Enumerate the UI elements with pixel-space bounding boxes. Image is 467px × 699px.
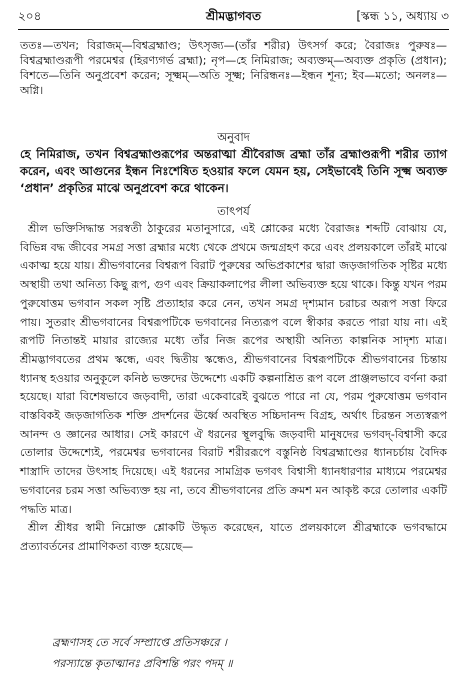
purport-heading: তাৎপর্য <box>217 204 250 218</box>
quoted-verse <box>52 632 447 674</box>
translation-text: হে নিমিরাজ, তখন বিশ্বব্রহ্মাণ্ডরূপের অন্তরাত্মা শ্রীবৈরাজ ব্রহ্মা তাঁর ব্রহ্মাণ্ডরূপী শরীর ত্যাগ করেন, এবং আগুনের ইন্ধন নিঃশেষিত হওয়ার ফলে যেমন হয়, সেইভাবেই তিনি সূক্ষ্ম অব্যক্ত ‘প্রধান’ প্রকৃতির মাঝে অনুপ্রবেশ করে থাকেন। <box>20 147 447 195</box>
book-title: শ্রীমদ্ভাগবত <box>205 9 261 23</box>
page-number: ২০৪ <box>18 9 42 23</box>
translation-heading: অনুবাদ <box>217 130 250 144</box>
purport-paragraph: শ্রীল ভক্তিসিদ্ধান্ত সরস্বতী ঠাকুরের মতানুসারে, এই শ্লোকের মধ্যে বৈরাজঃ শব্দটি বোঝায় যে, বিভিন্ন বদ্ধ জীবের সমগ্র সত্তা ব্রহ্মার মধ্যে থেকে প্রথমে জন্মগ্রহণ করে এবং প্রলয়কালে তাঁরই মাঝে একাত্ম হয়ে যায়। শ্রীভগবানের বিশ্বরূপ বিরাট পুরুষের অভিপ্রকাশের দ্বারা জড়জাগতিক সৃষ্টির মধ্যে অস্থায়ী তথা অনিত্য কিছু রূপ, গুণ এবং ক্রিয়াকলাপের লীলা অভিব্যক্ত হয়ে থাকে। কিন্তু যখন পরম পুরুষোত্তম ভগবান সকল সৃষ্টি প্রত্যাহার করে নেন, তখন সমগ্র দৃশ্যমান চরাচর অরূপ সত্তা ফিরে পায়। সুতরাং শ্রীভগবানের বিশ্বরূপটিকে ভগবানের নিত্যরূপ বলে স্বীকার করতে পারা যায় না। এই রূপটি নিতান্তই মায়ার রাজ্যের মধ্যে তাঁর নিজ রূপের অস্থায়ী অনিত্য কাল্পনিক সাদৃশ্য মাত্র। শ্রীমদ্ভাগবতের প্রথম স্কন্ধে, এবং দ্বিতীয় স্কন্ধেও, শ্রীভগবানের বিশ্বরূপটিকে শ্রীভগবানের চিন্তায় ধ্যানস্থ হওয়ার অনুকূলে কনিষ্ঠ ভক্তদের উদ্দেশ্যে একটি কল্পনাশ্রিত রূপ বলে প্রাঞ্জলভাবে বর্ণনা করা হয়েছে। যারা বিশেষভাবে জড়বাদী, তারা একেবারেই বুঝতে পারে না যে, পরম পুরুষোত্তম ভগবান বাস্তবিকই জড়জাগতিক শক্তি প্রদর্শনের ঊর্ধ্বে অবস্থিত সচ্চিদানন্দ বিগ্রহ, অর্থাৎ চিরন্তন সত্যস্বরূপ আনন্দ ও জ্ঞানের আধার। সেই কারণে ঐ ধরনের স্থূলবুদ্ধি জড়বাদী মানুষদের ভগবদ্-বিশ্বাসী করে তোলার উদ্দেশ্যেই, পরমেশ্বর ভগবানের বিরাট শরীররূপে বস্তুনিষ্ঠ বিশ্বব্রহ্মাণ্ডের ধ্যানচর্চায় বৈদিক শাস্ত্রাদি তাদের উৎসাহ দিয়েছে। এই ধরনের সামগ্রিক ভগবৎ বিশ্বাসী ধ্যানধারণার মাধ্যমে পরমেশ্বর ভগবানের চরম সত্তা অভিব্যক্ত হয় না, তবে শ্রীভগবানের প্রতি ক্রমশ মন আকৃষ্ট করে তোলার একটি পদ্ধতি মাত্র। <box>20 222 447 516</box>
running-header <box>18 6 449 26</box>
purport-paragraph: শ্রীল শ্রীধর স্বামী নিম্নোক্ত শ্লোকটি উদ্ধৃত করেছেন, যাতে প্রলয়কালে শ্রীব্রহ্মাকে ভগবদ্ধামে প্রত্যাবর্তনের প্রামাণিকতা ব্যক্ত হয়েছে— <box>20 521 447 553</box>
verse-line: পরস্যান্তে কৃতাত্মানঃ প্রবিশন্তি পরং পদম্ ॥ <box>52 657 233 670</box>
chapter-location: [স্কন্ধ ১১, অধ্যায় ৩ <box>356 9 449 23</box>
verse-line: ব্রহ্মণাসহ তে সর্বে সম্প্রাপ্তে প্রতিসঞ্চরে । <box>52 636 227 649</box>
header-rule <box>18 29 449 30</box>
purport-body <box>20 220 447 557</box>
word-synonyms: ততঃ—তখন; বিরাজম্—বিশ্বব্রহ্মাণ্ড; উৎসৃজ্য—(তাঁর শরীর) উৎসর্গ করে; বৈরাজঃ পুরুষঃ—বিশ্বব্রহ্মাণ্ডরূপী পরমেশ্বর (হিরণ্যগর্ভ ব্রহ্মা); নৃপ—হে নিমিরাজ; অব্যক্তম্—অব্যক্ত প্রকৃতি (প্রধান); বিশতে—তিনি অনুপ্রবেশ করেন; সূক্ষ্মম্—অতি সূক্ষ্ম; নিরিন্ধনঃ—ইন্ধন শূন্য; ইব—মতো; অনলঃ—অগ্নি। <box>20 39 447 97</box>
